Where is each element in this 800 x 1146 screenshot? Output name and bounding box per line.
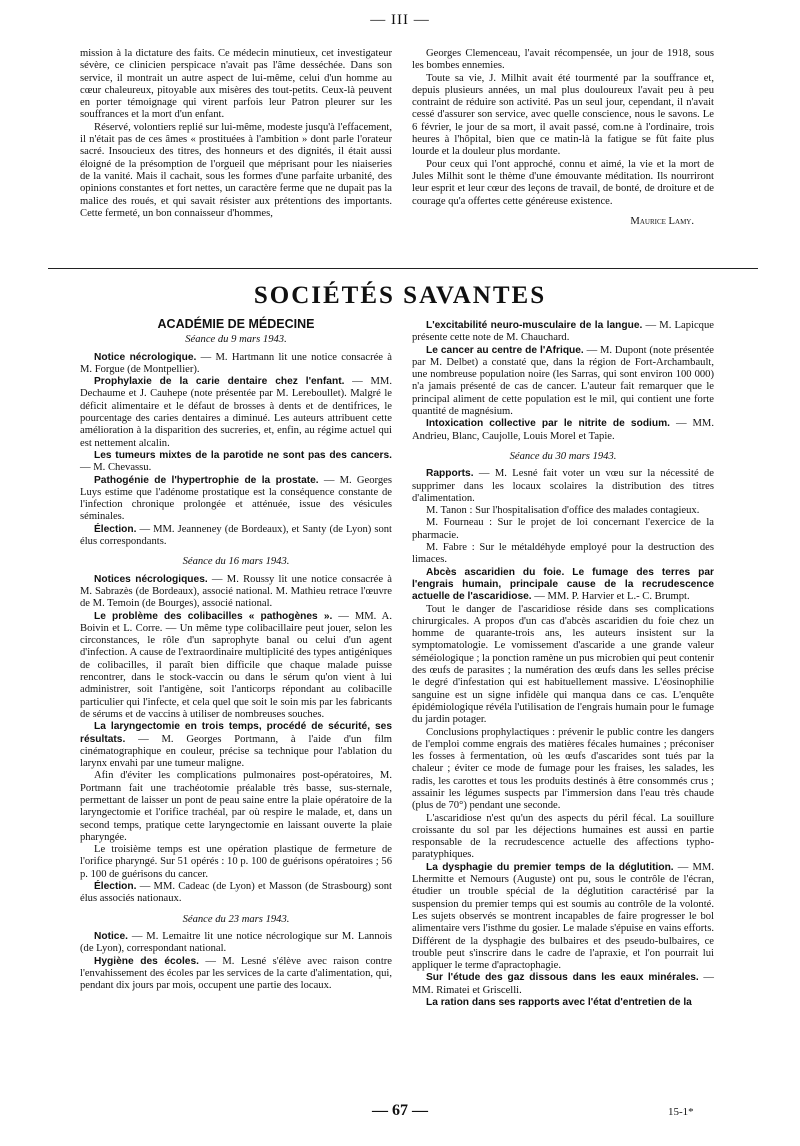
entry-paragraph xyxy=(80,352,392,377)
entry-text: M. Fabre : Sur le métaldéhyde employé pour la destruction des limaces. xyxy=(412,542,714,566)
seance-heading: Séance du 16 mars 1943. xyxy=(182,556,290,568)
top-left-column xyxy=(80,48,392,220)
entry-paragraph xyxy=(412,862,714,973)
entry-title: Notice nécrologique. xyxy=(94,351,197,363)
entry-text: — M. Georges Portmann, à l'aide d'un film cinématographique en couleur, précise sa technique pour l'ablation du larynx envahi par une tumeur maligne. xyxy=(80,733,392,770)
entry-title: La laryngectomie en trois temps, procédé de sécurité, ses résultats. xyxy=(80,721,392,745)
section-banner: SOCIÉTÉS SAVANTES xyxy=(253,282,547,309)
signature: Maurice Lamy. xyxy=(630,215,694,227)
paragraph: Toute sa vie, J. Milhit avait été tourmenté par la souffrance et, depuis plusieurs années, un mal plus douloureux l'avait peu à peu contraint de réduire son activité. Pas un seul jour, cependant, il n'avait cessé d'assurer son service, avec quelle conscience, nous le savons. Le 6 février, le jour de sa mort, il avait passé, com.ne à l'ordinaire, trois heures à l'hôpital, bien que ce matin-là la fatigue se fût faite plus lourde et la douleur plus mordante. xyxy=(412,72,714,158)
entry-paragraph xyxy=(412,972,714,997)
paragraph: Pour ceux qui l'ont approché, connu et aimé, la vie et la mort de Jules Milhit sont le thème d'une émouvante méditation. Ils nourriront leur esprit et leur cœur des leçons de travail, de bonté, de droiture et de courage qu'a offertes cette généreuse existence. xyxy=(412,158,714,207)
entry-paragraph xyxy=(412,997,714,1009)
entry-text: — M. Lapicque présente cette note de M. Chauchard. xyxy=(412,320,714,344)
entry-title: L'excitabilité neuro-musculaire de la langue. xyxy=(426,320,643,331)
paragraph: mission à la dictature des faits. Ce médecin minutieux, cet investigateur sévère, ce clinicien perspicace n'avait pas l'âme desséchée. Dans son service, il montrait un autre aspect de lui-même, celui d'un homme au cœur chaleureux, pitoyable aux misères des tout-petits. Ceux-là peuvent en porter témoignage qui virent parfois leur Patron pleurer sur les souffrances et la mort d'un enfant. xyxy=(80,48,392,121)
section-rule xyxy=(48,268,758,269)
entry-title: Notice. xyxy=(94,930,128,942)
entry-title: Sur l'étude des gaz dissous dans les eaux minérales. xyxy=(426,972,699,984)
entry-paragraph xyxy=(80,475,392,524)
entry-paragraph xyxy=(80,956,392,993)
entry-text: — MM. Lhermitte et Nemours (Auguste) ont pu, sous le contrôle de l'écran, étudier un trouble spécial de la déglutition caractérisé par la suspension du premier temps qui est soumis au contrôle de la volonté. Les sujets observés se montrent incapables de faire progresser le bol alimentaire vers l'isthme du gosier. Le malade s'épuise en vains efforts. Différent de la dysphagie des bulbaires et des pseudo-bulbaires, ce trouble peut s'inscrire dans le cadre de l'apraxie, et l'on pourrait lui appliquer le terme d'apractophagie. xyxy=(412,861,714,972)
entry-text: — MM. A. Boivin et L. Corre. — Un même type colibacillaire peut jouer, selon les circonstances, le rôle d'un saprophyte banal ou celui d'un agent d'infection. A cause de l'extraordinaire multiplicité des types antigéniques de colibacilles, il paraît bien difficile que chaque malade puisse rencontrer, dans le stock-vaccin ou dans le sérum qu'on vient à lui administrer, soit l'antigène, soit l'anticorps répondant au colibacille particulier qui l'infecte, et cela quel que soit le soin mis par les fabricants de sérums et de vaccins à utiliser de nombreuses souches. xyxy=(80,610,392,720)
academy-title: ACADÉMIE DE MÉDECINE xyxy=(157,317,315,331)
entry-paragraph xyxy=(412,505,714,517)
entry-text: — M. Dupont (note présentée par M. Delbet) a constaté que, dans la région de Fort-Archambault, une nombreuse population noire (les Sarras, qui sont environ 100 000) n'a jamais présenté de cas de cancer. L'auteur fait remarquer que le principal aliment de cette population est le mil, qui contient une forte quantité de magnésium. xyxy=(412,344,714,418)
entry-paragraph xyxy=(80,524,392,549)
entry-paragraph xyxy=(80,611,392,722)
entry-title: Élection. xyxy=(94,523,137,535)
entry-text: — MM. Cadeac (de Lyon) et Masson (de Strasbourg) sont élus associés nationaux. xyxy=(80,881,392,905)
entry-title: Intoxication collective par le nitrite de sodium. xyxy=(426,418,670,430)
seance-heading: Séance du 9 mars 1943. xyxy=(185,334,287,346)
entry-title: Élection. xyxy=(94,881,137,893)
entry-paragraph xyxy=(412,320,714,345)
entry-paragraph xyxy=(412,567,714,604)
entry-text: — M. Lesné s'élève avec raison contre l'envahissement des écoles par les services de la carte d'alimentation, qui, pendant dix jours par mois, occupent une partie des locaux. xyxy=(80,955,392,992)
entry-paragraph xyxy=(412,727,714,813)
entry-text: Tout le danger de l'ascaridiose réside dans ses complications chirurgicales. A propos d'un cas d'abcès ascaridien du foie chez un homme de quarante-trois ans, les auteurs insistent sur la symptomatologie. Le vomissement d'ascaride a une grande valeur séméiologique ; la ponction ramène un pus microbien qui peut contenir des œufs de parasites ; la numération des œufs dans les selles précise le degré d'infestation qui est habituellement massive. L'éosinophilie sanguine est un signe infidèle qui manqua dans ce cas. L'enquête épidémiologique révéla l'utilisation de l'engrais humain pour le fumage du jardin potager. xyxy=(412,603,714,726)
entry-title: Hygiène des écoles. xyxy=(94,955,199,967)
entry-text: — M. Hartmann lit une notice consacrée à M. Forgue (de Montpellier). xyxy=(80,351,392,375)
entry-paragraph xyxy=(412,418,714,443)
entry-title: Abcès ascaridien du foie. Le fumage des terres par l'engrais humain, principale cause de la recrudescence actuelle de l'ascaridiose. xyxy=(412,566,714,603)
entry-text: — M. Chevassu. xyxy=(80,462,152,474)
entry-paragraph xyxy=(80,721,392,770)
entry-paragraph xyxy=(80,881,392,906)
entry-paragraph xyxy=(80,450,392,475)
entry-text: — M. Lemaitre lit une notice nécrologique sur M. Lannois (de Lyon), correspondant national. xyxy=(80,930,392,955)
entry-paragraph xyxy=(80,376,392,450)
entry-text: — MM. Jeanneney (de Bordeaux), et Santy (de Lyon) sont élus correspondants. xyxy=(80,523,392,548)
entry-text: M. Tanon : Sur l'hospitalisation d'office des malades contagieux. xyxy=(426,505,700,517)
seance-heading: Séance du 30 mars 1943. xyxy=(509,450,617,462)
seance-heading: Séance du 23 mars 1943. xyxy=(182,913,290,925)
entry-paragraph xyxy=(80,844,392,881)
right-column xyxy=(412,320,714,1009)
entry-text: — MM. Dechaume et J. Cauhepe (note présentée par M. Lereboullet). Malgré le déficit alimentaire et le défaut de brosses à dents et de dentifrices, le pourcentage des caries dentaires a diminué. Les auteurs attribuent cette amélioration à la disparition des sucreries, et, enfin, au régime actuel qui est nettement alcalin. xyxy=(80,376,392,449)
entry-text: — MM. Andrieu, Blanc, Caujolle, Louis Morel et Tapie. xyxy=(412,418,714,442)
entry-text: — M. Roussy lit une notice consacrée à M. Sabrazès (de Bordeaux), associé national. M. Mathieu retrace l'œuvre de M. Temoin (de Bourges), associé national. xyxy=(80,573,392,610)
entry-title: Rapports. xyxy=(426,468,474,480)
entry-text: Le troisième temps est une opération plastique de fermeture de l'orifice pharyngé. Sur 51 opérés : 10 p. 100 de guérisons opératoires ; 56 p. 100 de guérisons du cancer. xyxy=(80,844,392,880)
entry-paragraph xyxy=(412,345,714,419)
entry-title: Les tumeurs mixtes de la parotide ne sont pas des cancers. xyxy=(94,449,392,461)
entry-paragraph xyxy=(80,574,392,611)
entry-text: L'ascaridiose n'est qu'un des aspects du péril fécal. La souillure croissante du sol par les déjections humaines est aussi en partie responsable de la recrudescence actuelle des affections typho-paratyphiques. xyxy=(412,812,714,861)
entry-paragraph xyxy=(80,931,392,956)
entry-text: Conclusions prophylactiques : prévenir le public contre les dangers de l'emploi comme engrais des matières fécales humaines ; préconiser les fosses à fermentation, où les œufs d'ascarides sont tués par la chaleur ; éviter ce mode de fumage pour les fraises, les salades, les radis, les carottes et tous les produits destinés à être consommés crus ; assainir les légumes suspects par l'immersion dans l'eau très chaude (plus de 70°) pendant une seconde. xyxy=(412,726,714,812)
entry-title: Le problème des colibacilles « pathogènes ». xyxy=(94,610,333,622)
entry-text: M. Fourneau : Sur le projet de loi concernant l'exercice de la pharmacie. xyxy=(412,517,714,541)
entry-title: La ration dans ses rapports avec l'état d'entretien de la xyxy=(426,997,692,1009)
entry-paragraph xyxy=(412,468,714,505)
entry-paragraph xyxy=(412,542,714,567)
entry-title: Le cancer au centre de l'Afrique. xyxy=(426,344,584,356)
entry-paragraph xyxy=(412,517,714,542)
left-column xyxy=(80,318,392,992)
entry-title: Notices nécrologiques. xyxy=(94,573,208,585)
entry-text: Afin d'éviter les complications pulmonaires post-opératoires, M. Portmann fait une trachéotomie préalable très basse, sus-sternale, permettant de laisser un pont de peau saine entre la plaie opératoire de la laryngectomie et l'orifice trachéal, par où respire le malade, et, dans un second temps, pratique cette laryngectomie en laissant ouverte la plaie pharyngée. xyxy=(80,770,392,843)
entry-text: — MM. Rimatei et Griscelli. xyxy=(412,972,714,996)
entry-paragraph xyxy=(80,770,392,844)
entry-text: — M. Georges Luys estime que l'adénome prostatique est la conséquence constante de l'infection chronique prolongée et atténuée, issue des vésicules séminales. xyxy=(80,474,393,523)
page-header: — III — xyxy=(370,12,430,28)
entry-paragraph xyxy=(412,604,714,727)
entry-text: — MM. P. Harvier et L.- C. Brumpt. xyxy=(531,591,690,603)
page-number: — 67 — xyxy=(372,1102,428,1119)
entry-paragraph xyxy=(412,813,714,862)
entry-text: — M. Lesné fait voter un vœu sur la nécessité de supprimer dans les locaux scolaires la distribution des titres d'alimentation. xyxy=(412,468,714,504)
entry-title: La dysphagie du premier temps de la déglutition. xyxy=(426,861,674,873)
entry-title: Prophylaxie de la carie dentaire chez l'enfant. xyxy=(94,376,345,388)
top-right-column xyxy=(412,48,714,228)
print-code: 15-1* xyxy=(668,1106,694,1118)
entry-title: Pathogénie de l'hypertrophie de la prostate. xyxy=(94,474,319,486)
paragraph: Réservé, volontiers replié sur lui-même, modeste jusqu'à l'effacement, il n'était pas de ces âmes « prostituées à l'ambition » dont parle l'orateur sacré. Insoucieux des titres, des honneurs et des dignités, il était aussi éloigné de la présomption de l'orgueil que méprisant pour les niaiseries de la vanité. Mais il cachait, sous les formes d'une parfaite urbanité, des opinions constantes et fort nettes, un caractère ferme que ne dupait pas la malice des roués, et qui savait résister aux prétentions des importants. Cette fermeté, un bon connaisseur d'hommes, xyxy=(80,121,392,219)
paragraph: Georges Clemenceau, l'avait récompensée, un jour de 1918, sous les bombes ennemies. xyxy=(412,48,714,72)
